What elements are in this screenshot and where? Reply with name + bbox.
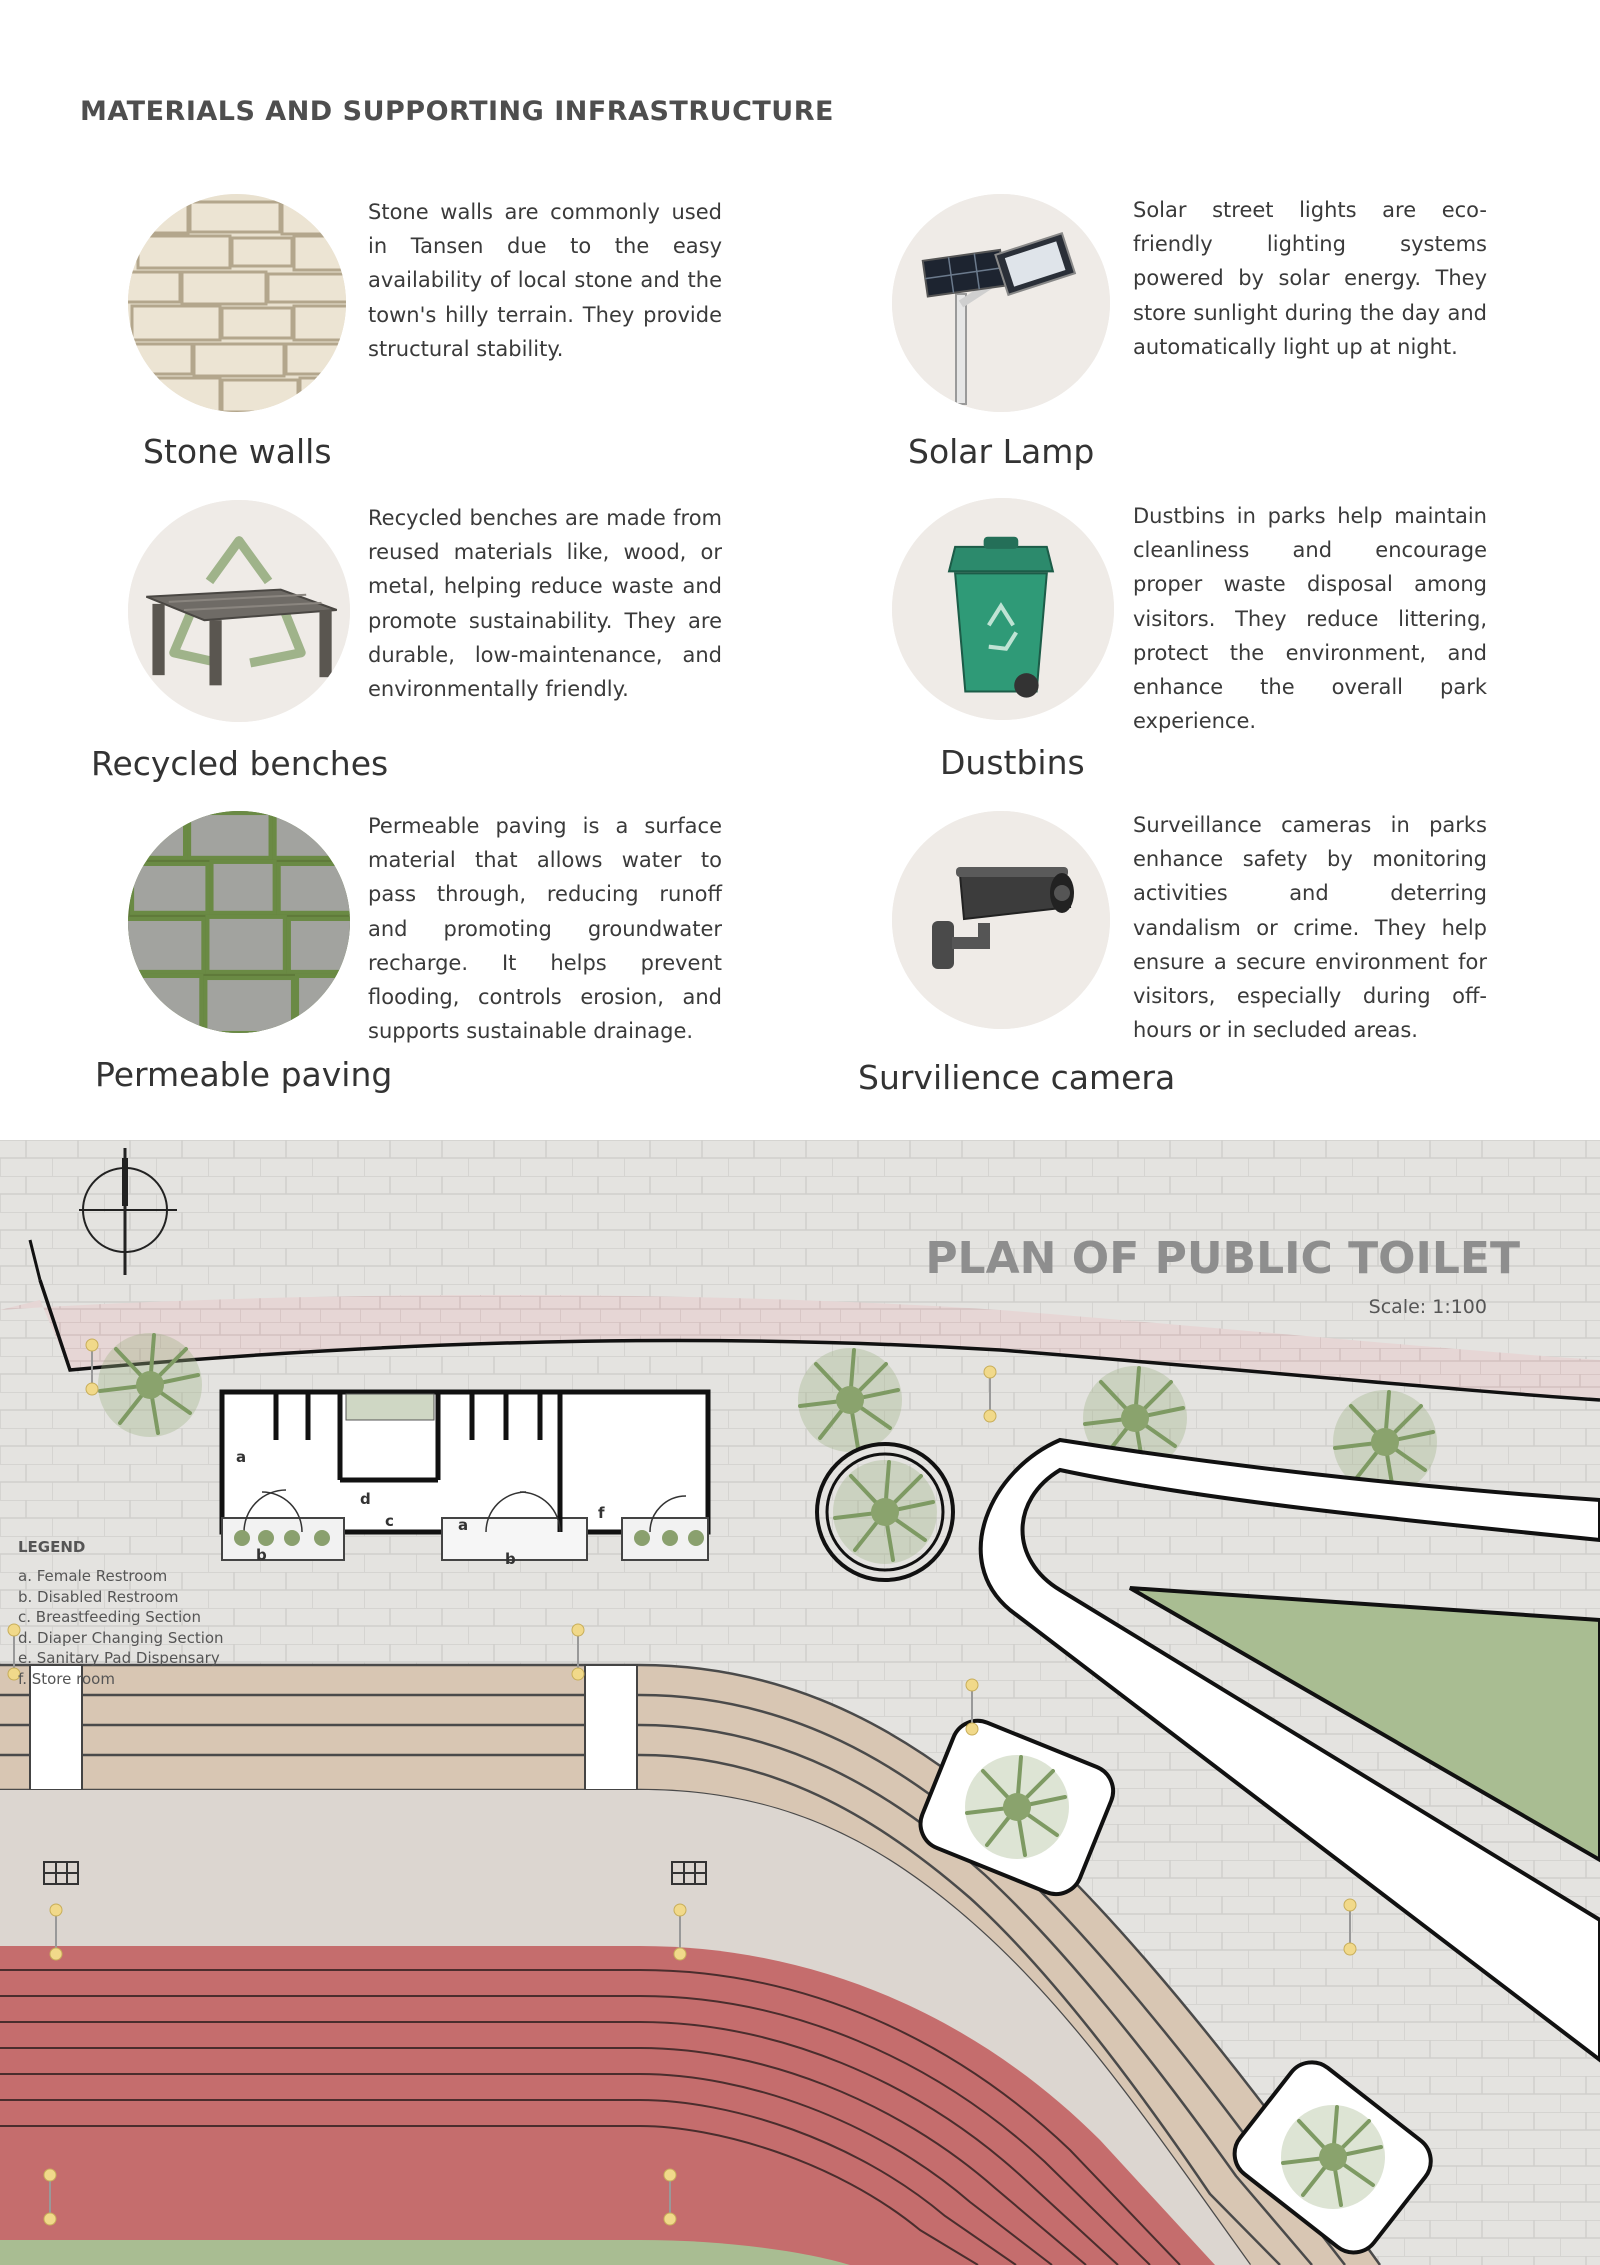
legend-item: b. Disabled Restroom	[18, 1587, 179, 1606]
dustbins-label: Dustbins	[940, 743, 1085, 782]
recycled-bench-image	[128, 500, 350, 722]
surveillance-camera-icon	[892, 811, 1110, 1029]
room-letter: f	[598, 1504, 605, 1522]
room-letter: b	[505, 1550, 516, 1568]
room-letter: c	[385, 1512, 394, 1530]
permeable-paving-image	[128, 811, 350, 1033]
room-letter: a	[458, 1516, 469, 1534]
stone-wall-image	[128, 194, 346, 412]
recycled-benches-description: Recycled benches are made from reused materials like, wood, or metal, helping reduce waste and promote sustainability. They are durable, low-maintenance, and environmentally friendly.	[368, 506, 722, 702]
surveillance-camera-image	[892, 811, 1110, 1029]
dustbin-image	[892, 498, 1114, 720]
site-plan	[0, 1140, 1600, 2265]
legend-item: e. Sanitary Pad Dispensary	[18, 1649, 220, 1668]
solar-lamp-label: Solar Lamp	[908, 432, 1095, 471]
stone-walls-description: Stone walls are commonly used in Tansen due to the easy availability of local stone and the town's hilly terrain. They provide structural stability.	[368, 200, 722, 361]
section-heading: MATERIALS AND SUPPORTING INFRASTRUCTURE	[80, 96, 834, 127]
dustbin-icon	[892, 498, 1114, 720]
solar-lamp-image	[892, 194, 1110, 412]
stone-wall-icon	[128, 194, 346, 412]
permeable-paving-icon	[128, 811, 350, 1033]
room-letter: a	[236, 1448, 247, 1466]
permeable-paving-label: Permeable paving	[95, 1055, 393, 1094]
legend-item: d. Diaper Changing Section	[18, 1628, 224, 1647]
room-letter: d	[360, 1490, 371, 1508]
plan-title: PLAN OF PUBLIC TOILET	[925, 1233, 1520, 1284]
surveillance-camera-label: Survilience camera	[858, 1058, 1176, 1097]
recycled-bench-icon	[128, 500, 350, 722]
room-letter: b	[256, 1546, 267, 1564]
recycled-benches-label: Recycled benches	[91, 744, 389, 783]
legend-item: c. Breastfeeding Section	[18, 1608, 201, 1627]
solar-lamp-icon	[892, 194, 1110, 412]
legend-item: a. Female Restroom	[18, 1567, 168, 1585]
legend-title: LEGEND	[18, 1538, 86, 1556]
toilet-block	[222, 1392, 708, 1560]
permeable-paving-description: Permeable paving is a surface material that allows water to pass through, reducing runoff and promoting groundwater recharge. It helps prevent flooding, controls erosion, and supports sustainable drainage.	[368, 814, 722, 1044]
plan-scale: Scale: 1:100	[1368, 1296, 1487, 1318]
plan-legend	[18, 1538, 224, 1690]
solar-lamp-description: Solar street lights are eco-friendly lighting systems powered by solar energy. They store sunlight during the day and automatically light up at night.	[1133, 198, 1487, 359]
legend-item: f. Store room	[18, 1669, 115, 1688]
stone-walls-label: Stone walls	[143, 432, 332, 471]
dustbins-description: Dustbins in parks help maintain cleanliness and encourage proper waste disposal among visitors. They reduce littering, protect the environment, and enhance the overall park experience.	[1133, 504, 1487, 734]
surveillance-camera-description: Surveillance cameras in parks enhance safety by monitoring activities and deterring vandalism or crime. They help ensure a secure environment for visitors, especially during off-hours or in secluded areas.	[1133, 813, 1487, 1043]
